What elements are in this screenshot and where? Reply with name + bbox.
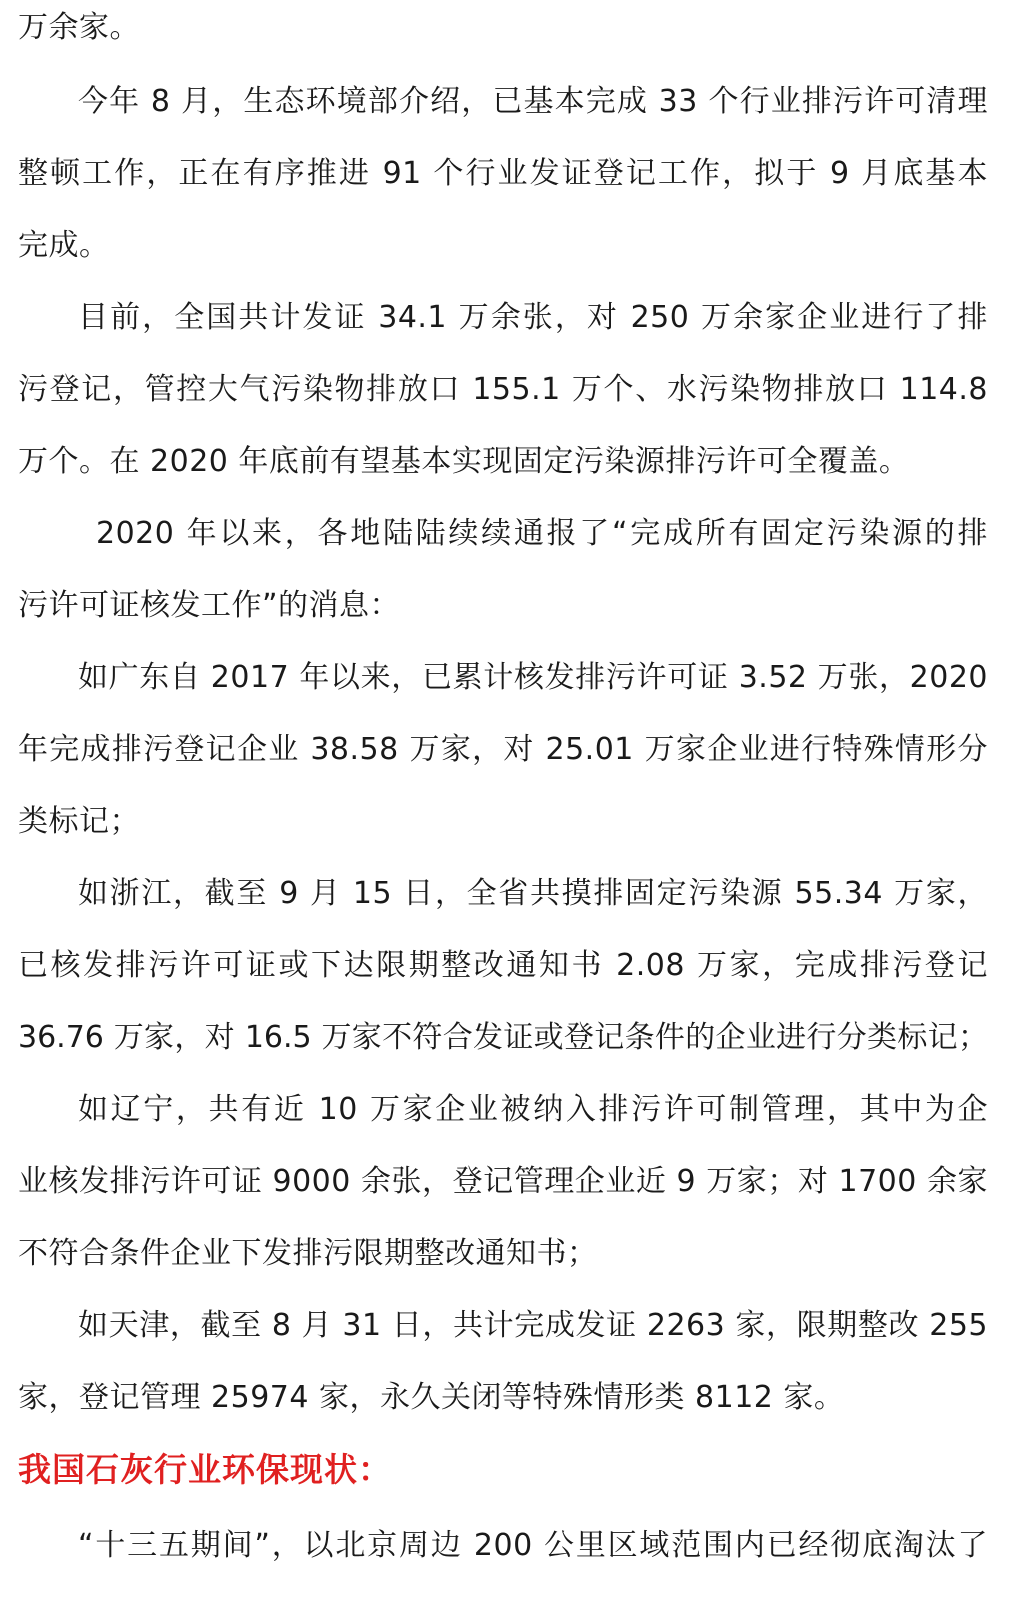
paragraph-line: 类标记； bbox=[18, 804, 140, 839]
paragraph-line: “十三五期间”，以北京周边 200 公里区域范围内已经彻底淘汰了 bbox=[78, 1528, 988, 1563]
paragraph-line: 整顿工作，正在有序推进 91 个行业发证登记工作，拟于 9 月底基本 bbox=[18, 156, 988, 191]
paragraph-line: 如辽宁，共有近 10 万家企业被纳入排污许可制管理，其中为企 bbox=[78, 1092, 988, 1127]
section-heading: 我国石灰行业环保现状： bbox=[18, 1450, 392, 1489]
paragraph-line: 家，登记管理 25974 家，永久关闭等特殊情形类 8112 家。 bbox=[18, 1380, 845, 1415]
paragraph-line: 36.76 万家，对 16.5 万家不符合发证或登记条件的企业进行分类标记； bbox=[18, 1020, 988, 1055]
paragraph-line: 已核发排污许可证或下达限期整改通知书 2.08 万家，完成排污登记 bbox=[18, 948, 988, 983]
paragraph-line: 污登记，管控大气污染物排放口 155.1 万个、水污染物排放口 114.8 bbox=[18, 372, 988, 407]
paragraph-line: 如浙江，截至 9 月 15 日，全省共摸排固定污染源 55.34 万家， bbox=[78, 876, 988, 911]
paragraph-line: 不符合条件企业下发排污限期整改通知书； bbox=[18, 1236, 598, 1271]
paragraph-line: 如广东自 2017 年以来，已累计核发排污许可证 3.52 万张，2020 bbox=[78, 660, 988, 695]
paragraph-line: 年完成排污登记企业 38.58 万家，对 25.01 万家企业进行特殊情形分 bbox=[18, 732, 988, 767]
paragraph-line: 污许可证核发工作”的消息： bbox=[18, 588, 401, 623]
paragraph-line: 2020 年以来，各地陆陆续续通报了“完成所有固定污染源的排 bbox=[96, 516, 988, 551]
paragraph-line: 业核发排污许可证 9000 余张，登记管理企业近 9 万家；对 1700 余家 bbox=[18, 1164, 988, 1199]
paragraph-line: 万余家。 bbox=[18, 10, 140, 45]
paragraph-line: 目前，全国共计发证 34.1 万余张，对 250 万余家企业进行了排 bbox=[78, 300, 988, 335]
paragraph-line: 今年 8 月，生态环境部介绍，已基本完成 33 个行业排污许可清理 bbox=[78, 84, 988, 119]
paragraph-line: 万个。在 2020 年底前有望基本实现固定污染源排污许可全覆盖。 bbox=[18, 444, 910, 479]
paragraph-line: 如天津，截至 8 月 31 日，共计完成发证 2263 家，限期整改 255 bbox=[78, 1308, 988, 1343]
paragraph-line: 完成。 bbox=[18, 228, 110, 263]
